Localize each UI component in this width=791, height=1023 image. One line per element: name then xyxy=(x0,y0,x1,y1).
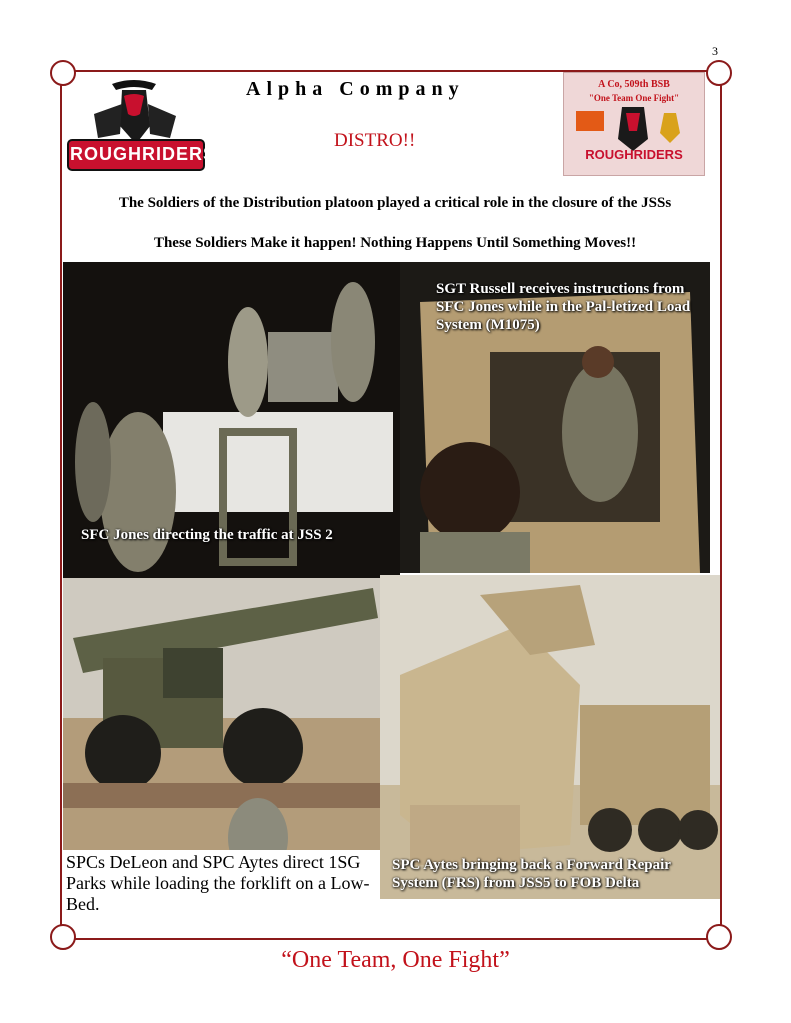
intro-line-2: These Soldiers Make it happen! Nothing Happens Until Something Moves!! xyxy=(153,235,637,251)
unit-logo-line-3: ROUGHRIDERS xyxy=(585,147,683,162)
photo2-caption: SGT Russell receives instructions from SFC Jones while in the Pal-letized Load System (M1075) xyxy=(436,281,691,333)
photo-pls-cab xyxy=(400,262,710,573)
photo-traffic-jss2 xyxy=(63,262,400,578)
roughriders-logo xyxy=(64,74,217,174)
company-title: Alpha Company xyxy=(246,78,465,100)
footer-motto: “One Team, One Fight” xyxy=(281,947,510,973)
photo4-caption: SPC Aytes bringing back a Forward Repair System (FRS) from JSS5 to FOB Delta xyxy=(392,857,671,891)
unit-logo xyxy=(563,72,705,176)
page-number: 3 xyxy=(712,44,718,58)
intro-line-1: The Soldiers of the Distribution platoon played a critical role in the closure of the JSSs xyxy=(118,195,672,211)
logo-left-text: ROUGHRIDERS xyxy=(70,144,217,164)
photo-forklift-lowbed xyxy=(63,578,380,850)
photo-frs-recovery xyxy=(380,575,720,899)
photo1-caption: SFC Jones directing the traffic at JSS 2 xyxy=(81,527,333,543)
section-title: DISTRO!! xyxy=(334,130,416,151)
photo3-caption: SPCs DeLeon and SPC Aytes direct 1SG Parks while loading the forklift on a Low-Bed. xyxy=(66,852,376,915)
unit-logo-line-1: A Co, 509th BSB xyxy=(598,79,670,90)
unit-logo-line-2: "One Team One Fight" xyxy=(588,93,680,103)
